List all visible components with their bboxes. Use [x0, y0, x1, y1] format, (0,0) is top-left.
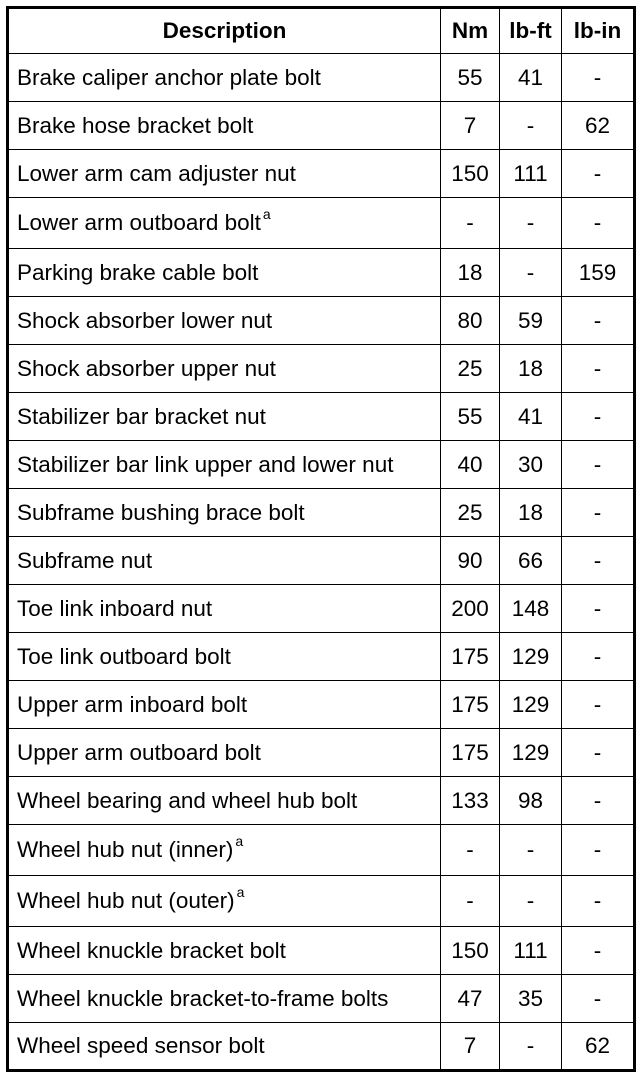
- nm-cell: 150: [441, 150, 500, 198]
- description-cell: [8, 777, 441, 825]
- lbin-cell: 62: [562, 102, 635, 150]
- description-text: Stabilizer bar link upper and lower nut: [17, 451, 394, 477]
- table-row: [8, 825, 635, 876]
- description-cell: [8, 441, 441, 489]
- lbft-cell: 35: [500, 975, 562, 1023]
- lbin-cell: -: [562, 585, 635, 633]
- description-text: Lower arm cam adjuster nut: [17, 160, 296, 186]
- table-header-row: [8, 8, 635, 54]
- description-cell: [8, 393, 441, 441]
- lbin-cell: -: [562, 681, 635, 729]
- lbft-cell: 129: [500, 633, 562, 681]
- description-cell: [8, 198, 441, 249]
- lbin-cell: -: [562, 297, 635, 345]
- lbft-cell: 148: [500, 585, 562, 633]
- lbft-cell: 98: [500, 777, 562, 825]
- column-header-description: Description: [8, 8, 441, 54]
- nm-cell: 175: [441, 633, 500, 681]
- lbft-cell: -: [500, 102, 562, 150]
- nm-cell: 150: [441, 927, 500, 975]
- lbin-cell: 159: [562, 249, 635, 297]
- lbin-cell: -: [562, 825, 635, 876]
- lbft-cell: -: [500, 198, 562, 249]
- nm-cell: 47: [441, 975, 500, 1023]
- lbft-cell: 41: [500, 54, 562, 102]
- description-text: Parking brake cable bolt: [17, 259, 259, 285]
- description-text: Toe link inboard nut: [17, 595, 213, 621]
- table-row: [8, 249, 635, 297]
- description-text: Upper arm outboard bolt: [17, 739, 261, 765]
- lbft-cell: 111: [500, 927, 562, 975]
- lbft-cell: -: [500, 1023, 562, 1071]
- description-cell: [8, 876, 441, 927]
- nm-cell: 7: [441, 1023, 500, 1071]
- table-row: [8, 345, 635, 393]
- lbft-cell: 129: [500, 729, 562, 777]
- nm-cell: 55: [441, 393, 500, 441]
- nm-cell: 40: [441, 441, 500, 489]
- description-text: Brake caliper anchor plate bolt: [17, 64, 321, 90]
- lbft-cell: 18: [500, 345, 562, 393]
- table-row: [8, 585, 635, 633]
- nm-cell: 175: [441, 729, 500, 777]
- table-body: [8, 54, 635, 1071]
- table-row: [8, 150, 635, 198]
- table-row: [8, 777, 635, 825]
- table-row: [8, 975, 635, 1023]
- lbin-cell: -: [562, 489, 635, 537]
- description-cell: [8, 1023, 441, 1071]
- table-row: [8, 297, 635, 345]
- lbin-cell: -: [562, 927, 635, 975]
- description-cell: [8, 54, 441, 102]
- description-text: Toe link outboard bolt: [17, 643, 231, 669]
- nm-cell: -: [441, 825, 500, 876]
- description-cell: [8, 975, 441, 1023]
- table-row: [8, 729, 635, 777]
- column-header-lbft: lb-ft: [500, 8, 562, 54]
- nm-cell: 200: [441, 585, 500, 633]
- lbft-cell: -: [500, 825, 562, 876]
- footnote-marker: a: [262, 206, 271, 222]
- lbft-cell: 111: [500, 150, 562, 198]
- lbft-cell: -: [500, 876, 562, 927]
- description-cell: [8, 729, 441, 777]
- lbin-cell: -: [562, 54, 635, 102]
- description-text: Subframe bushing brace bolt: [17, 499, 305, 525]
- table-row: [8, 198, 635, 249]
- description-cell: [8, 681, 441, 729]
- description-text: Wheel hub nut (outer): [17, 888, 235, 913]
- table-row: [8, 633, 635, 681]
- nm-cell: 7: [441, 102, 500, 150]
- table-row: [8, 681, 635, 729]
- description-text: Upper arm inboard bolt: [17, 691, 248, 717]
- table-row: [8, 54, 635, 102]
- column-header-lbin: lb-in: [562, 8, 635, 54]
- lbft-cell: 18: [500, 489, 562, 537]
- nm-cell: -: [441, 198, 500, 249]
- lbin-cell: -: [562, 150, 635, 198]
- description-cell: [8, 102, 441, 150]
- description-cell: [8, 489, 441, 537]
- description-text: Wheel speed sensor bolt: [17, 1033, 265, 1058]
- table-row: [8, 927, 635, 975]
- description-cell: [8, 150, 441, 198]
- description-text: Subframe nut: [17, 547, 153, 573]
- nm-cell: 55: [441, 54, 500, 102]
- nm-cell: 90: [441, 537, 500, 585]
- lbin-cell: -: [562, 777, 635, 825]
- description-cell: [8, 585, 441, 633]
- description-cell: [8, 537, 441, 585]
- description-text: Lower arm outboard bolt: [17, 210, 261, 235]
- lbft-cell: 59: [500, 297, 562, 345]
- description-cell: [8, 633, 441, 681]
- lbin-cell: -: [562, 345, 635, 393]
- description-text: Stabilizer bar bracket nut: [17, 403, 266, 429]
- table-row: [8, 1023, 635, 1071]
- description-text: Wheel hub nut (inner): [17, 837, 234, 862]
- description-text: Wheel knuckle bracket-to-frame bolts: [17, 985, 389, 1011]
- lbft-cell: 30: [500, 441, 562, 489]
- column-header-nm: Nm: [441, 8, 500, 54]
- lbin-cell: -: [562, 729, 635, 777]
- lbin-cell: -: [562, 537, 635, 585]
- description-cell: [8, 825, 441, 876]
- lbin-cell: -: [562, 975, 635, 1023]
- table-row: [8, 441, 635, 489]
- lbin-cell: -: [562, 393, 635, 441]
- lbft-cell: -: [500, 249, 562, 297]
- lbin-cell: -: [562, 441, 635, 489]
- description-text: Wheel knuckle bracket bolt: [17, 937, 286, 963]
- lbft-cell: 66: [500, 537, 562, 585]
- description-cell: [8, 249, 441, 297]
- description-cell: [8, 297, 441, 345]
- footnote-marker: a: [235, 833, 244, 849]
- description-text: Shock absorber upper nut: [17, 355, 276, 381]
- lbin-cell: -: [562, 876, 635, 927]
- table-row: [8, 102, 635, 150]
- table-row: [8, 393, 635, 441]
- nm-cell: 175: [441, 681, 500, 729]
- nm-cell: 133: [441, 777, 500, 825]
- description-cell: [8, 927, 441, 975]
- nm-cell: 25: [441, 489, 500, 537]
- table-row: [8, 489, 635, 537]
- torque-spec-table: [6, 6, 636, 1072]
- table-row: [8, 876, 635, 927]
- lbin-cell: -: [562, 633, 635, 681]
- nm-cell: 18: [441, 249, 500, 297]
- description-text: Brake hose bracket bolt: [17, 112, 254, 138]
- nm-cell: 25: [441, 345, 500, 393]
- lbin-cell: 62: [562, 1023, 635, 1071]
- footnote-marker: a: [236, 884, 245, 900]
- description-text: Shock absorber lower nut: [17, 307, 273, 333]
- table-row: [8, 537, 635, 585]
- lbft-cell: 129: [500, 681, 562, 729]
- description-cell: [8, 345, 441, 393]
- lbft-cell: 41: [500, 393, 562, 441]
- lbin-cell: -: [562, 198, 635, 249]
- nm-cell: -: [441, 876, 500, 927]
- description-text: Wheel bearing and wheel hub bolt: [17, 787, 358, 813]
- nm-cell: 80: [441, 297, 500, 345]
